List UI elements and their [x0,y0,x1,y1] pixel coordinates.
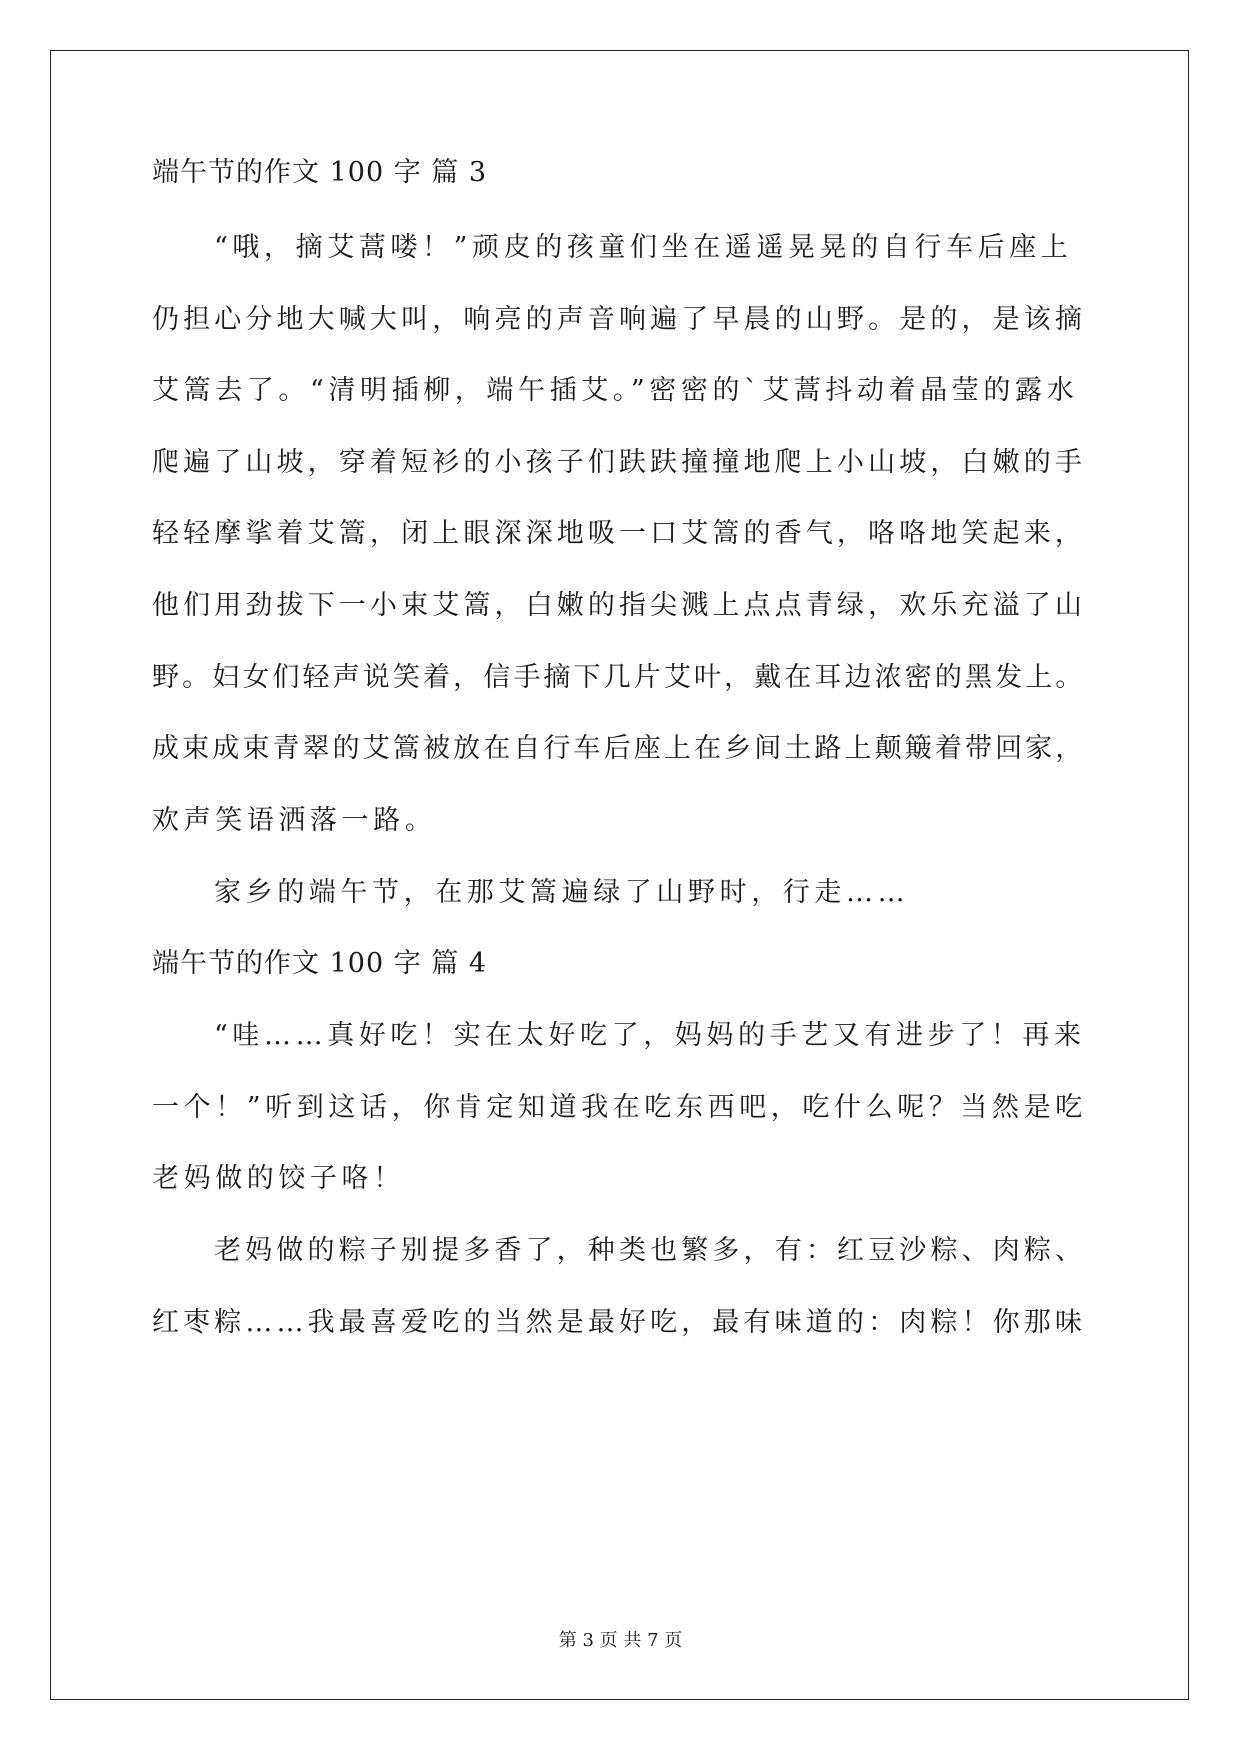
paragraph-line: 艾篙去了。“清明插柳，端午插艾。”密密的`艾蒿抖动着晶莹的露水 [152,375,1079,406]
paragraph-line: 仍担心分地大喊大叫，响亮的声音响遍了早晨的山野。是的，是该摘 [152,304,1086,335]
paragraph-line: 欢声笑语洒落一路。 [152,805,437,836]
paragraph-line: 轻轻摩挲着艾篙，闭上眼深深地吸一口艾篙的香气，咯咯地笑起来， [152,518,1086,549]
paragraph-line: 红枣粽……我最喜爱吃的当然是最好吃，最有味道的：肉粽！你那味 [152,1307,1086,1338]
page-border [50,50,1189,1700]
paragraph-line: 老妈做的饺子咯！ [152,1163,405,1194]
paragraph-line: 野。妇女们轻声说笑着，信手摘下几片艾叶，戴在耳边浓密的黑发上。 [152,662,1086,693]
paragraph-line: 爬遍了山坡，穿着短衫的小孩子们趺趺撞撞地爬上小山坡，白嫩的手 [152,447,1086,478]
section-heading: 端午节的作文 100 字 篇 3 [152,157,488,188]
paragraph-line: 老妈做的粽子别提多香了，种类也繁多，有：红豆沙粽、肉粽、 [214,1235,1087,1266]
paragraph-line: “哇……真好吃！实在太好吃了，妈妈的手艺又有进步了！再来 [214,1020,1086,1051]
paragraph-line: 他们用劲拔下一小束艾篙，白嫩的指尖溅上点点青绿，欢乐充溢了山 [152,590,1086,621]
paragraph-line: 一个！”听到这话，你肯定知道我在吃东西吧，吃什么呢？当然是吃 [152,1092,1087,1123]
section-heading: 端午节的作文 100 字 篇 4 [152,948,488,979]
paragraph-line: 家乡的端午节，在那艾篙遍绿了山野时，行走…… [214,877,910,908]
page-number-footer: 第 3 页 共 7 页 [558,1630,683,1651]
paragraph-line: “哦，摘艾蒿喽！”顽皮的孩童们坐在遥遥晃晃的自行车后座上 [214,232,1073,263]
paragraph-line: 成束成束青翠的艾篙被放在自行车后座上在乡间土路上颠簸着带回家， [152,733,1086,764]
